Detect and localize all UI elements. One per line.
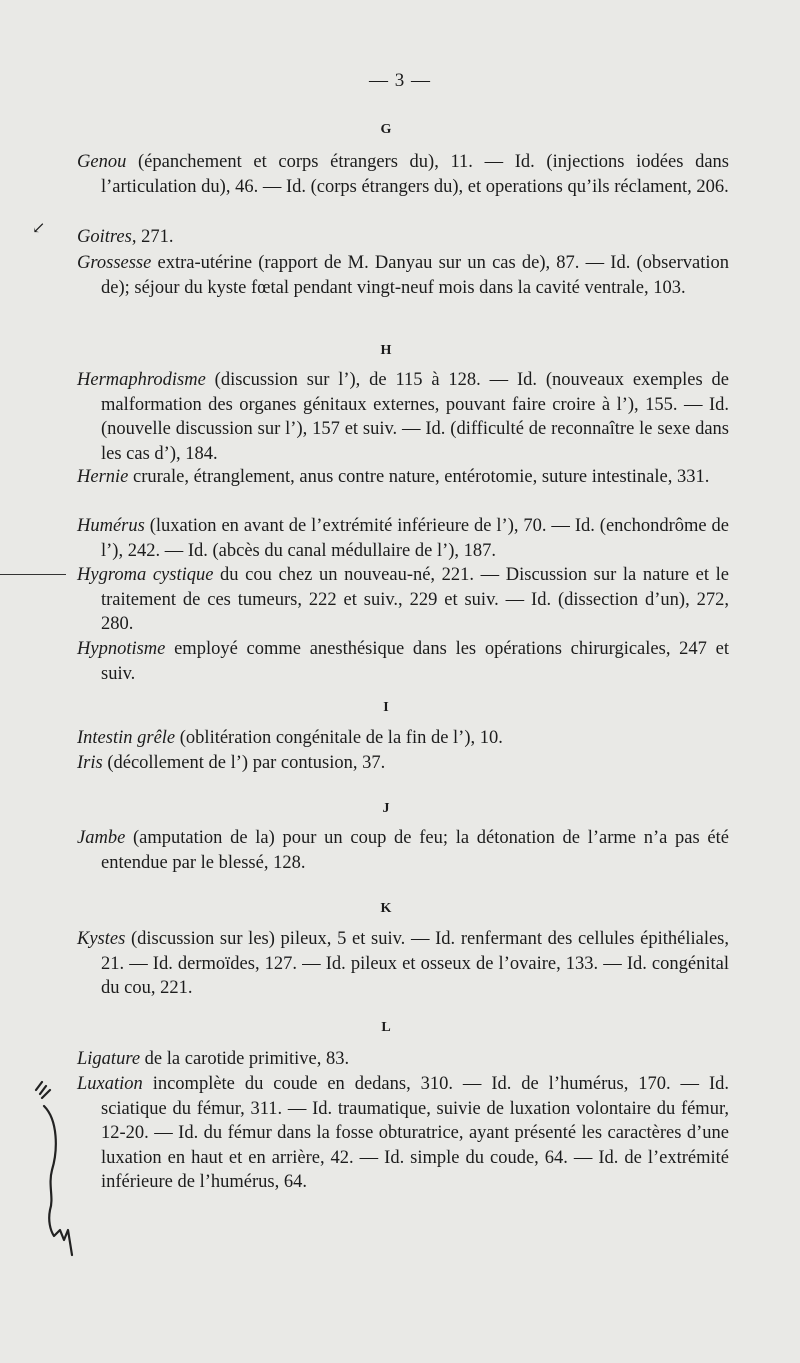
entry-headword: Genou: [77, 152, 127, 172]
index-entry: [77, 563, 729, 637]
index-entry: [77, 826, 729, 875]
entry-headword: Hygroma cystique: [77, 565, 214, 585]
entry-text: (décollement de l’) par contusion, 37.: [102, 753, 386, 773]
entry-headword: Iris: [77, 753, 103, 773]
entry-text: , 271.: [131, 227, 174, 247]
entry-text: de la carotide primitive, 83.: [140, 1049, 350, 1069]
entry-text: crurale, étranglement, anus contre nature, entérotomie, suture intestinale, 331.: [128, 467, 710, 487]
index-entry: [77, 751, 729, 776]
entry-text: employé comme anesthésique dans les opérations chirurgicales, 247 et suiv.: [101, 639, 729, 684]
entry-headword: Grossesse: [77, 253, 152, 273]
entry-headword: Humérus: [77, 516, 145, 536]
entry-text: extra-utérine (rapport de M. Danyau sur un cas de), 87. — Id. (observation de); séjour du kyste fœtal pendant vingt-neuf mois dans la cavité ventrale, 103.: [101, 253, 729, 298]
entry-headword: Intestin grêle: [77, 728, 176, 748]
index-entry: [77, 726, 729, 751]
entry-headword: Luxation: [77, 1074, 143, 1094]
margin-pen-line: [0, 574, 66, 575]
section-letter-j: J: [382, 801, 390, 816]
entry-headword: Ligature: [77, 1049, 141, 1069]
entry-text: (discussion sur l’), de 115 à 128. — Id. (nouveaux exemples de malformation des organes génitaux externes, pouvant faire croire à l’), 155. — Id. (nouvelle discussion sur l’), 157 et suiv. — Id. (difficulté de reconnaître le sexe dans les cas d’), 184.: [101, 370, 729, 464]
entry-headword: Hernie: [77, 467, 129, 487]
entry-headword: Hermaphrodisme: [77, 370, 206, 390]
section-letter-k: K: [380, 901, 392, 916]
entry-headword: Jambe: [77, 828, 126, 848]
section-letter-h: H: [380, 343, 392, 358]
index-entry: [77, 1047, 729, 1072]
entry-text: (épanchement et corps étrangers du), 11. — Id. (injections iodées dans l’articulation du), 46. — Id. (corps étrangers du), et operations qu’ils réclament, 206.: [101, 152, 729, 197]
index-entry: [77, 465, 729, 490]
entry-text: (oblitération congénitale de la fin de l’), 10.: [175, 728, 503, 748]
entry-text: incomplète du coude en dedans, 310. — Id. de l’humérus, 170. — Id. sciatique du fémur, 311. — Id. traumatique, suivie de luxation volontaire du fémur, 12-20. — Id. du fémur dans la fosse obturatrice, ayant présenté les caractères d’une luxation en haut et en arrière, 42. — Id. simple du coude, 64. — Id. de l’extrémité inférieure de l’humérus, 64.: [101, 1074, 729, 1193]
index-entry: [77, 637, 729, 686]
handwritten-margin-squiggle: [28, 1080, 88, 1260]
index-entry: [77, 150, 729, 199]
entry-headword: Kystes: [77, 929, 126, 949]
section-letter-i: I: [383, 700, 389, 715]
entry-headword: Hypnotisme: [77, 639, 166, 659]
entry-text: du cou chez un nouveau-né, 221. — Discussion sur la nature et le traitement de ces tumeurs, 222 et suiv., 229 et suiv. — Id. (dissection d’un), 272, 280.: [101, 565, 729, 635]
index-entry: [77, 368, 729, 466]
index-entry: [77, 225, 729, 250]
section-letter-l: L: [381, 1020, 391, 1035]
entry-headword: Goitres: [77, 227, 132, 247]
entry-text: (discussion sur les) pileux, 5 et suiv. — Id. renfermant des cellules épithéliales, 21. — Id. dermoïdes, 127. — Id. pileux et osseux de l’ovaire, 133. — Id. congénital du cou, 221.: [101, 929, 729, 999]
index-entry: [77, 251, 729, 300]
entry-text: (amputation de la) pour un coup de feu; la détonation de l’arme n’a pas été entendue par le blessé, 128.: [101, 828, 729, 873]
section-letter-g: G: [380, 122, 392, 137]
entry-text: (luxation en avant de l’extrémité inférieure de l’), 70. — Id. (enchondrôme de l’), 242. — Id. (abcès du canal médullaire de l’), 187.: [101, 516, 729, 561]
margin-arrow-mark: ↙: [32, 220, 46, 237]
index-entry: [77, 1072, 729, 1195]
index-entry: [77, 927, 729, 1001]
page-number: — 3 —: [369, 70, 431, 91]
index-entry: [77, 514, 729, 563]
